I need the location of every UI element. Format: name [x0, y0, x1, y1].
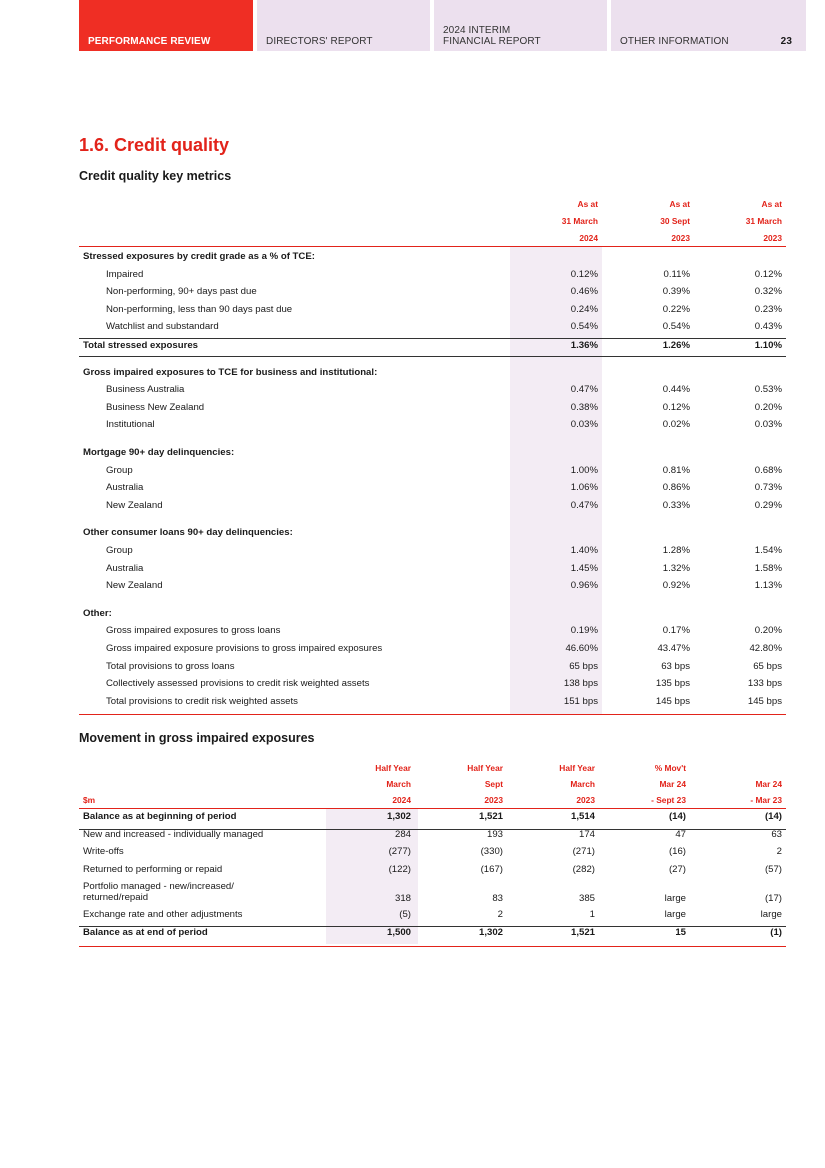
table-row: [79, 304, 786, 322]
table-row: [79, 696, 786, 714]
group-heading: Other consumer loans 90+ day delinquencies:: [83, 527, 293, 539]
row-value: 47: [675, 828, 686, 840]
tab-interim-financial-report[interactable]: [434, 0, 607, 51]
row-value: 0.46%: [570, 286, 598, 298]
row-value: 0.24%: [570, 303, 598, 315]
table1-title: Credit quality key metrics: [79, 169, 232, 183]
total-row: [79, 811, 786, 829]
row-value: 1.26%: [662, 340, 690, 351]
row-value: (1): [770, 927, 782, 938]
column-header: Half Year: [467, 763, 503, 773]
row-value: 1,521: [478, 811, 503, 822]
total-rule-top: [79, 338, 786, 339]
row-label: New Zealand: [106, 499, 163, 511]
row-value: 65 bps: [753, 660, 782, 672]
row-value: (17): [764, 893, 782, 905]
table-row: [79, 465, 786, 483]
table-row: [79, 286, 786, 304]
header-rule: [79, 808, 786, 809]
row-value: 1.06%: [570, 482, 598, 494]
total-row: [79, 927, 786, 945]
row-value: (14): [668, 811, 686, 822]
row-value: 1: [589, 909, 595, 921]
total-rule-bottom: [79, 356, 786, 357]
row-value: 2: [497, 909, 503, 921]
row-value: 193: [486, 828, 503, 840]
table-row: [79, 384, 786, 402]
row-value: 1.45%: [570, 562, 598, 574]
row-value: 0.54%: [662, 321, 690, 333]
row-value: large: [760, 909, 782, 921]
row-value: 1.13%: [754, 580, 782, 592]
row-value: 0.12%: [662, 401, 690, 413]
row-label: Collectively assessed provisions to credit risk weighted assets: [106, 678, 370, 690]
row-value: 1.58%: [754, 562, 782, 574]
row-label: Group: [106, 464, 133, 476]
row-label: Business Australia: [106, 384, 185, 396]
table-bottom-rule: [79, 714, 786, 715]
row-value: 0.33%: [662, 499, 690, 511]
row-value: 0.47%: [570, 499, 598, 511]
group-heading: Stressed exposures by credit grade as a % of TCE:: [83, 251, 315, 262]
column-header: Mar 24: [755, 779, 782, 789]
row-value: 83: [492, 893, 503, 905]
row-value: 63: [771, 828, 782, 840]
group-heading: Gross impaired exposures to TCE for business and institutional:: [83, 366, 378, 378]
row-label: Total provisions to gross loans: [106, 660, 235, 672]
row-value: 0.12%: [570, 268, 598, 280]
row-value: 0.12%: [754, 268, 782, 280]
column-header: 30 Sept: [660, 216, 690, 226]
row-value: (282): [572, 863, 595, 875]
table-row: [79, 419, 786, 437]
row-value: 0.11%: [663, 268, 690, 280]
table-row: [79, 678, 786, 696]
row-value: 0.38%: [570, 401, 598, 413]
row-value: 1.00%: [570, 464, 598, 476]
row-value: (27): [668, 863, 686, 875]
row-value: (122): [388, 863, 411, 875]
row-value: 0.20%: [754, 625, 782, 637]
row-label: Portfolio managed - new/increased/ returned/repaid: [83, 881, 234, 904]
table-row: [79, 545, 786, 563]
row-value: 145 bps: [747, 695, 782, 707]
column-header: Sept: [484, 779, 503, 789]
row-value: 0.92%: [662, 580, 690, 592]
row-value: 65 bps: [569, 660, 598, 672]
row-label: Non-performing, less than 90 days past due: [106, 303, 293, 315]
table-row: [79, 482, 786, 500]
column-header: 2024: [392, 795, 411, 805]
row-value: 135 bps: [655, 678, 690, 690]
table2-title: Movement in gross impaired exposures: [79, 731, 315, 745]
row-value: 0.22%: [662, 303, 690, 315]
row-label: Balance as at end of period: [83, 927, 208, 938]
row-value: 1.28%: [662, 545, 690, 556]
row-value: 1,500: [386, 927, 411, 938]
column-header: As at: [761, 199, 782, 209]
row-value: (167): [480, 863, 503, 875]
row-label: Business New Zealand: [106, 401, 205, 413]
group-heading: Mortgage 90+ day delinquencies:: [83, 447, 235, 458]
row-label: Australia: [106, 482, 144, 494]
credit-quality-table: [79, 196, 786, 716]
row-value: 1,514: [570, 811, 595, 822]
row-value: 284: [394, 828, 411, 840]
row-value: 1.36%: [570, 340, 598, 351]
column-header: - Mar 23: [750, 795, 782, 805]
row-value: 1.32%: [662, 562, 690, 574]
row-value: 1.10%: [754, 340, 782, 351]
row-label: Impaired: [106, 268, 144, 280]
row-value: 0.43%: [754, 321, 782, 333]
row-value: 0.73%: [754, 482, 782, 494]
row-label: Returned to performing or repaid: [83, 863, 223, 875]
row-value: 145 bps: [655, 695, 690, 707]
table-row: [79, 580, 786, 598]
column-header: 2023: [576, 795, 595, 805]
row-value: 1.40%: [570, 545, 598, 556]
section-nav: [79, 0, 806, 51]
row-value: 0.19%: [570, 625, 598, 637]
row-label: Non-performing, 90+ days past due: [106, 286, 257, 298]
row-value: 0.20%: [754, 401, 782, 413]
column-header: Half Year: [375, 763, 411, 773]
column-header: Half Year: [559, 763, 595, 773]
column-header: 2023: [484, 795, 503, 805]
row-value: 174: [578, 828, 595, 840]
table-row: [79, 643, 786, 661]
column-header: March: [386, 779, 411, 789]
tab-label: OTHER INFORMATION: [620, 36, 729, 47]
page-number: 23: [780, 36, 792, 47]
column-header: - Sept 23: [651, 795, 686, 805]
row-value: 1,521: [570, 927, 595, 938]
column-header: As at: [669, 199, 690, 209]
row-label: New Zealand: [106, 580, 163, 592]
row-label: Gross impaired exposures to gross loans: [106, 625, 281, 637]
column-header: Mar 24: [659, 779, 686, 789]
row-value: (5): [399, 909, 411, 921]
group-heading: Other:: [83, 607, 112, 619]
row-label: Australia: [106, 562, 144, 574]
row-value: 1,302: [386, 811, 411, 822]
tab-directors-report[interactable]: [257, 0, 430, 51]
row-value: (271): [572, 846, 595, 858]
tab-label: PERFORMANCE REVIEW: [88, 36, 211, 47]
row-value: 0.02%: [662, 419, 690, 431]
row-value: (57): [764, 863, 782, 875]
unit-label: $m: [83, 795, 96, 805]
row-label: Institutional: [106, 419, 155, 431]
column-header: 2024: [579, 233, 598, 243]
row-value: 63 bps: [661, 660, 690, 672]
row-label: Total stressed exposures: [83, 340, 198, 351]
row-value: 138 bps: [563, 678, 598, 690]
column-header: March: [570, 779, 595, 789]
row-value: large: [664, 909, 686, 921]
table-row: [79, 881, 786, 909]
row-value: 0.81%: [662, 464, 690, 476]
row-label: Exchange rate and other adjustments: [83, 909, 243, 921]
row-value: 42.80%: [749, 643, 782, 654]
table-row: [79, 864, 786, 882]
table-row: [79, 846, 786, 864]
table-row: [79, 625, 786, 643]
table-row: [79, 661, 786, 679]
row-label: Watchlist and substandard: [106, 321, 219, 333]
table-row: [79, 500, 786, 518]
header-rule: [79, 246, 786, 247]
column-header: 2023: [763, 233, 782, 243]
row-value: 43.47%: [657, 643, 690, 654]
row-value: 0.17%: [662, 625, 690, 637]
row-label: Group: [106, 545, 133, 556]
row-value: 2: [776, 846, 782, 858]
section-title: 1.6. Credit quality: [79, 135, 230, 155]
row-value: 15: [675, 927, 686, 938]
row-label: Gross impaired exposure provisions to gross impaired exposures: [106, 643, 383, 654]
row-value: 46.60%: [565, 643, 598, 654]
row-value: 151 bps: [563, 695, 598, 707]
row-value: 133 bps: [747, 678, 782, 690]
table-row: [79, 563, 786, 581]
column-header: 31 March: [561, 216, 598, 226]
table-row: [79, 909, 786, 927]
table-row: [79, 269, 786, 287]
table-row: [79, 321, 786, 339]
row-value: 0.44%: [662, 384, 690, 396]
row-value: 0.39%: [662, 286, 690, 298]
row-value: 0.68%: [754, 464, 782, 476]
row-value: 385: [578, 893, 595, 905]
row-value: 318: [394, 893, 411, 905]
row-label: Write-offs: [83, 846, 124, 858]
row-value: 0.32%: [754, 286, 782, 298]
column-header: 31 March: [745, 216, 782, 226]
column-header: % Mov't: [654, 763, 686, 773]
tab-other-information[interactable]: [611, 0, 806, 51]
table-bottom-rule: [79, 946, 786, 947]
row-label: New and increased - individually managed: [83, 828, 264, 840]
gross-impaired-movement-table: [79, 760, 786, 950]
row-value: (14): [764, 811, 782, 822]
row-value: 0.54%: [570, 321, 598, 333]
table-row: [79, 402, 786, 420]
column-header: As at: [577, 199, 598, 209]
row-value: (330): [480, 846, 503, 858]
row-value: 0.96%: [570, 580, 598, 592]
row-value: 0.53%: [754, 384, 782, 396]
row-value: large: [664, 893, 686, 905]
row-value: 1.54%: [754, 545, 782, 556]
row-value: 0.29%: [754, 499, 782, 511]
row-value: 1,302: [478, 927, 503, 938]
row-value: (277): [388, 846, 411, 858]
row-value: 0.86%: [662, 482, 690, 494]
row-value: 0.47%: [570, 384, 598, 396]
row-value: 0.03%: [754, 419, 782, 431]
tab-performance-review[interactable]: [79, 0, 253, 51]
table-row: [79, 829, 786, 847]
row-label: Total provisions to credit risk weighted assets: [106, 695, 298, 707]
row-value: 0.03%: [570, 419, 598, 431]
row-value: 0.23%: [754, 303, 782, 315]
row-value: (16): [668, 846, 686, 858]
tab-label: DIRECTORS' REPORT: [266, 36, 373, 47]
row-label: Balance as at beginning of period: [83, 811, 237, 822]
column-header: 2023: [671, 233, 690, 243]
tab-label: 2024 INTERIM FINANCIAL REPORT: [443, 25, 541, 47]
